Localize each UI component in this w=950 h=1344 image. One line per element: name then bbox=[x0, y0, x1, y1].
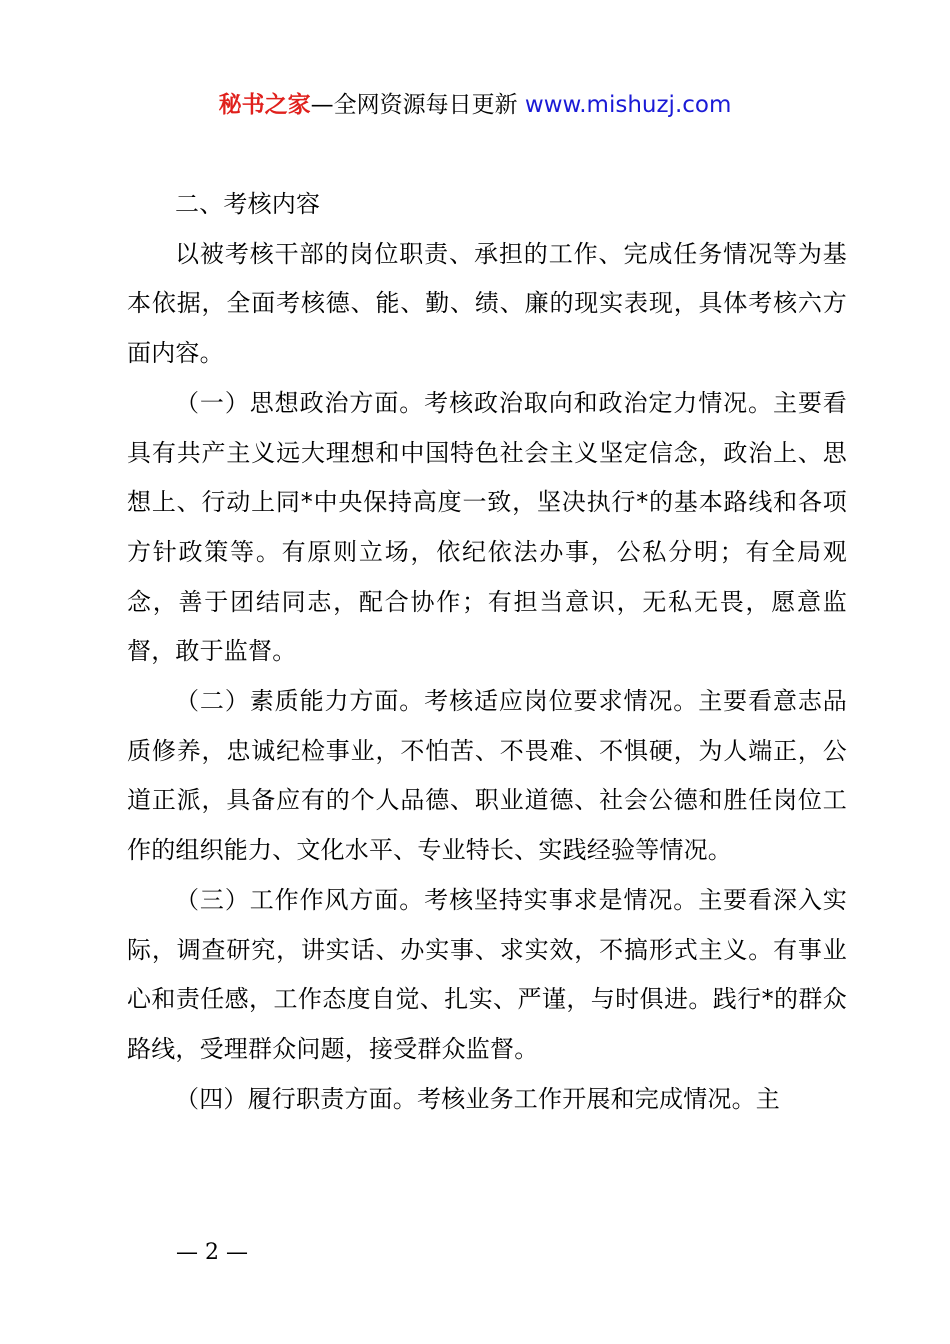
brand-name: 秘书之家 bbox=[218, 92, 311, 118]
header-slogan: —全网资源每日更新 bbox=[310, 92, 518, 118]
section-1-paragraph: （一）思想政治方面。考核政治取向和政治定力情况。主要看具有共产主义远大理想和中国特色社会主义坚定信念，政治上、思想上、行动上同*中央保持高度一致，坚决执行*的基本路线和各项方针政策等。有原则立场，依纪依法办事，公私分明；有全局观念，善于团结同志，配合协作；有担当意识，无私无畏，愿意监督，敢于监督。 bbox=[127, 388, 847, 666]
intro-paragraph: 以被考核干部的岗位职责、承担的工作、完成任务情况等为基本依据，全面考核德、能、勤、绩、廉的现实表现，具体考核六方面内容。 bbox=[127, 239, 847, 368]
document-body bbox=[127, 180, 847, 1124]
site-url[interactable]: www.mishuzj.com bbox=[524, 92, 732, 118]
site-header bbox=[0, 88, 950, 122]
section-3-paragraph: （三）工作作风方面。考核坚持实事求是情况。主要看深入实际，调查研究，讲实话、办实事、求实效，不搞形式主义。有事业心和责任感，工作态度自觉、扎实、严谨，与时俱进。践行*的群众路线，受理群众问题，接受群众监督。 bbox=[127, 885, 847, 1063]
section-2-paragraph: （二）素质能力方面。考核适应岗位要求情况。主要看意志品质修养，忠诚纪检事业，不怕苦、不畏难、不惧硬，为人端正，公道正派，具备应有的个人品德、职业道德、社会公德和胜任岗位工作的组织能力、文化水平、专业特长、实践经验等情况。 bbox=[127, 687, 847, 865]
page-number: — 2 — bbox=[176, 1240, 248, 1265]
section-heading: 二、考核内容 bbox=[175, 190, 321, 218]
section-4-paragraph: （四）履行职责方面。考核业务工作开展和完成情况。主 bbox=[175, 1084, 780, 1113]
